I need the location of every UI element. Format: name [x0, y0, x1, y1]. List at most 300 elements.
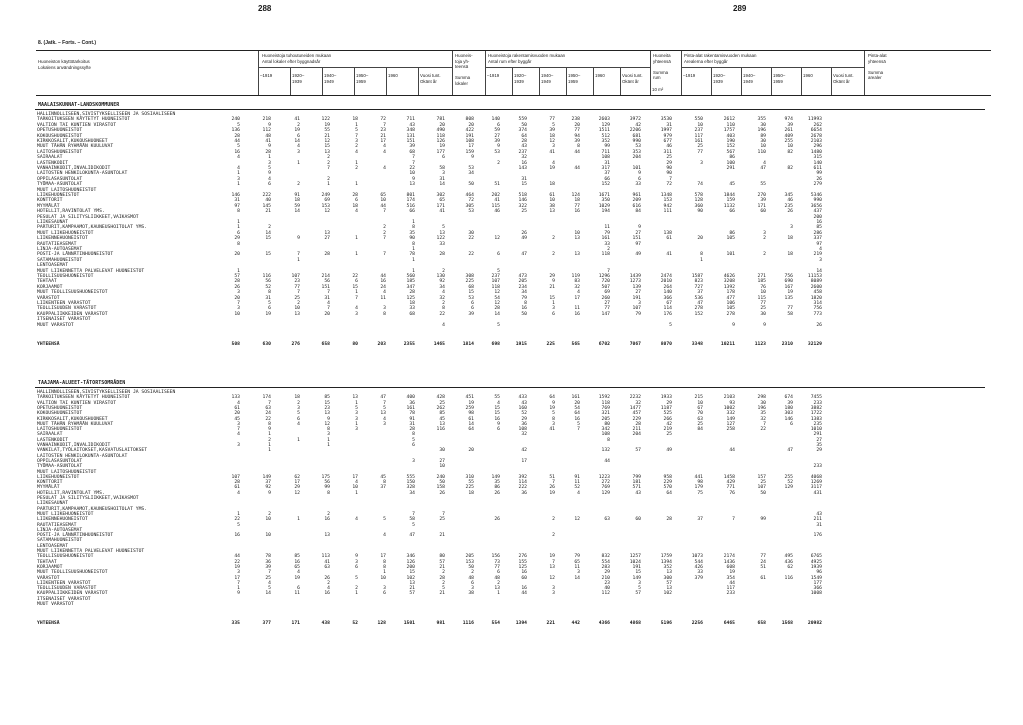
table-cell: 6 [297, 416, 300, 422]
table-cell: 426 [694, 564, 703, 570]
table-cell: 115 [491, 203, 500, 209]
table-cell: 7 [383, 252, 386, 258]
total-cell: 6702 [598, 342, 610, 347]
table-cell: 756 [813, 306, 822, 312]
table-cell: 55 [468, 480, 474, 486]
year-header: –1919 [260, 73, 273, 78]
table-cell: 347 [406, 284, 415, 290]
table-cell: 13 [324, 411, 330, 417]
table-cell: 3 [763, 230, 766, 236]
table-cell: 61 [468, 416, 474, 422]
table-cell: 13 [324, 149, 330, 155]
table-cell: 30 [760, 122, 766, 128]
table-cell: 52 [787, 480, 793, 486]
table-cell: 9 [268, 122, 271, 128]
table-cell: 7 [669, 176, 672, 182]
row-label: MUUT VARASTOT [37, 602, 74, 607]
row-label: VALTION TAI KUNTIEN VIRASTOT [37, 400, 117, 406]
table-cell: 15 [494, 405, 500, 411]
table-cell: 72 [380, 117, 386, 123]
row-label: KAUPPALIIKKEIDEN VARASTOT [37, 311, 108, 317]
table-cell: 3 [552, 144, 555, 150]
table-cell: 10 [409, 171, 415, 177]
table-cell: 64 [549, 395, 555, 401]
row-label: TARKOITUKSEEN KÄYTETYT HUONEISTOT [37, 395, 131, 401]
table-cell: 12 [494, 290, 500, 296]
table-cell: 278 [726, 311, 735, 317]
table-cell: 9 [297, 236, 300, 242]
table-cell: 97 [234, 203, 240, 209]
table-cell: 34 [468, 171, 474, 177]
table-cell: 16 [294, 559, 300, 565]
year-header: –1919 [683, 73, 696, 78]
table-cell: 4 [383, 290, 386, 296]
table-cell: 143 [518, 166, 527, 171]
table-cell: 10 [234, 311, 240, 317]
table-cell: 47 [697, 301, 703, 306]
row-label: LAITOSHUONEISTOT [37, 149, 83, 155]
row-label: TEOLLISUUDEN VARASTOT [37, 586, 97, 592]
row-label: SATAMAHUONEISTOT [37, 257, 83, 263]
table-cell: 4 [355, 306, 358, 312]
table-cell: 7 [237, 580, 240, 586]
total-cell: 3348 [691, 342, 703, 347]
table-cell: 5 [268, 301, 271, 306]
table-cell: 1 [268, 443, 271, 448]
table-cell: 6 [471, 580, 474, 586]
table-cell: 55 [494, 395, 500, 401]
table-cell: 769 [601, 485, 610, 491]
row-label: TEOLLISUUDEN VARASTOT [37, 306, 97, 312]
table-cell: 3 [268, 160, 271, 166]
table-cell: 3208 [723, 279, 735, 285]
table-cell: 286 [813, 230, 822, 236]
table-cell: 222 [262, 193, 271, 198]
table-cell: 360 [694, 203, 703, 209]
table-cell: 1 [355, 252, 358, 258]
table-cell: 18 [409, 301, 415, 306]
table-cell: 167 [784, 284, 793, 290]
table-cell: 3972 [629, 117, 641, 123]
row-label: TEOLLISUUSHUONEISTOT [37, 274, 94, 279]
table-cell: 53 [635, 144, 641, 150]
table-cell: 174 [262, 395, 271, 401]
table-cell: 4068 [810, 474, 822, 480]
table-cell: 4626 [723, 274, 735, 279]
table-cell: 50 [521, 122, 527, 128]
table-cell: 19 [234, 564, 240, 570]
table-cell: 8089 [810, 279, 822, 285]
group2-title-sv: Antal rum efter byggår [488, 59, 532, 64]
year-header: –1919 [487, 73, 500, 78]
area-unit: 10 m² [652, 87, 664, 92]
table-cell: 4 [297, 144, 300, 150]
table-cell: 355 [757, 117, 766, 123]
table-cell: 3 [355, 427, 358, 433]
table-cell: 16 [494, 416, 500, 422]
table-cell: 90 [666, 166, 672, 171]
table-cell: 25 [265, 575, 271, 581]
table-cell: 149 [726, 416, 735, 422]
table-cell: 473 [518, 274, 527, 279]
table-cell: 1 [355, 236, 358, 242]
table-cell: 18 [352, 117, 358, 123]
table-cell: 9 [268, 171, 271, 177]
table-cell: 28 [666, 517, 672, 523]
table-cell: 25 [439, 400, 445, 406]
total-cell: 80 [352, 342, 358, 347]
table-cell: 51 [549, 474, 555, 480]
table-cell: 1759 [660, 554, 672, 560]
table-cell: 4 [819, 247, 822, 252]
table-cell: 31 [666, 122, 672, 128]
table-cell: 233 [813, 400, 822, 406]
table-cell: 518 [518, 193, 527, 198]
table-cell: 7 [383, 236, 386, 242]
table-cell: 16 [234, 149, 240, 155]
table-cell: 79 [604, 230, 610, 236]
table-cell: 26 [324, 575, 330, 581]
table-cell: 974 [784, 117, 793, 123]
row-label-fi: Huoneiston käyttötarkoitus [38, 59, 90, 64]
table-cell: 249 [321, 193, 330, 198]
total-cell: 20982 [807, 621, 822, 627]
table-cell: 161 [601, 236, 610, 242]
table-cell: 43 [816, 511, 822, 517]
table-cell: 7 [327, 166, 330, 171]
table-cell: 322 [518, 203, 527, 209]
table-cell: 3 [383, 586, 386, 592]
row-label: KOKOUSHUONEISTOT [37, 411, 83, 417]
total-cell: 2310 [781, 342, 793, 347]
table-cell: 20 [324, 311, 330, 317]
table-cell: 79 [574, 554, 580, 560]
table-cell: 64 [574, 411, 580, 417]
row-label: LIIKEHUONEISTOT [37, 474, 80, 480]
row-label: LINJA-AUTOASEMAT [37, 247, 83, 252]
table-cell: 25 [521, 209, 527, 215]
table-cell: 7 [327, 306, 330, 312]
table-cell: 13 [352, 395, 358, 401]
total-cell: 1501 [403, 621, 415, 627]
table-cell: 124 [571, 193, 580, 198]
table-cell: 366 [663, 295, 672, 301]
table-cell: 205 [518, 279, 527, 285]
table-cell: 91 [409, 416, 415, 422]
row-label: MUUT TÄHÄN RYHMÄÄN KUULUVAT [37, 421, 114, 427]
sum1-header: Huoneis- toja yh- teensä Summa lokaler [455, 53, 473, 86]
table-cell: 171 [757, 203, 766, 209]
row-label: MUUT VARASTOT [37, 322, 74, 328]
table-cell: 27 [324, 236, 330, 242]
table-cell: 1073 [691, 554, 703, 560]
table-cell: 53 [468, 295, 474, 301]
table-cell: 7 [297, 252, 300, 258]
year-header: 1920– 1939 [514, 73, 527, 84]
table-cell: 7 [383, 400, 386, 406]
table-cell: 554 [601, 559, 610, 565]
table-cell: 278 [694, 306, 703, 312]
row-label: OPPILASASUNTOLAT [37, 458, 83, 464]
table-cell: 8 [412, 432, 415, 438]
table-cell: 1 [700, 257, 703, 263]
table-cell: 36 [521, 421, 527, 427]
table-cell: 16 [574, 311, 580, 317]
table-cell: 41 [549, 427, 555, 433]
total-cell: 981 [436, 621, 445, 627]
table-cell: 39 [409, 144, 415, 150]
table-cell: 262 [436, 405, 445, 411]
table-cell: 99 [604, 144, 610, 150]
table-cell: 14 [574, 575, 580, 581]
table-cell: 9 [412, 176, 415, 182]
table-cell: 544 [694, 559, 703, 565]
total-cell: 1568 [781, 621, 793, 627]
table-cell: 1 [237, 171, 240, 177]
table-cell: 129 [601, 490, 610, 496]
table-cell: 4 [327, 301, 330, 306]
table-cell: 177 [813, 580, 822, 586]
table-cell: 8 [383, 564, 386, 570]
table-cell: 14 [816, 268, 822, 274]
table-cell: 436 [784, 559, 793, 565]
page-number-right: 289 [733, 4, 747, 13]
table-cell: 6 [497, 427, 500, 433]
row-label: LENTOASEMAT [37, 263, 69, 269]
table-cell: 14 [265, 230, 271, 236]
table-cell: 264 [663, 284, 672, 290]
table-cell: 1 [327, 182, 330, 188]
row-label: LIIKESAUNAT [37, 220, 69, 225]
row-label: MUUT LAITOSHUONEISTOT [37, 187, 97, 193]
table-cell: 13 [409, 182, 415, 188]
table-cell: 177 [436, 149, 445, 155]
table-cell: 74 [697, 182, 703, 188]
table-cell: 350 [601, 198, 610, 204]
year-header: 1960 [803, 73, 813, 78]
table-cell: 1 [327, 437, 330, 443]
table-cell: 14 [265, 591, 271, 597]
table-cell: 31 [409, 421, 415, 427]
row-label: MYYMÄLÄT [37, 203, 60, 209]
table-cell: 84 [697, 427, 703, 433]
table-cell: 7 [763, 421, 766, 427]
table-cell: 22 [409, 166, 415, 171]
table-cell: 44 [234, 554, 240, 560]
total-cell: 442 [571, 621, 580, 627]
table-cell: 23 [604, 580, 610, 586]
table-cell: 1392 [723, 284, 735, 290]
table-cell: 129 [601, 122, 610, 128]
table-cell: 23 [294, 279, 300, 285]
table-cell: 99 [816, 171, 822, 177]
table-cell: 429 [726, 480, 735, 486]
table-cell: 302 [436, 193, 445, 198]
table-cell: 28 [352, 193, 358, 198]
table-cell: 3 [638, 580, 641, 586]
table-cell: 17 [574, 295, 580, 301]
total-cell: 32129 [807, 342, 822, 347]
table-cell: 608 [726, 564, 735, 570]
table-cell: 155 [518, 559, 527, 565]
table-cell: 63 [697, 416, 703, 422]
table-cell: 19 [729, 570, 735, 576]
row-label: KOKOUSHUONEISTOT [37, 133, 83, 139]
table-cell: 178 [726, 290, 735, 296]
table-cell: 44 [521, 591, 527, 597]
group2-title-fi: Huoneistoja rakentamisvuoden mukaan [488, 53, 566, 58]
year-header: Vuosi tunt. Okänt år [833, 73, 854, 84]
table-cell: 19 [294, 575, 300, 581]
table-cell: 15 [521, 182, 527, 188]
table-cell: 149 [262, 474, 271, 480]
table-cell: 85 [816, 225, 822, 231]
row-label: LAITOSTEN HENKILOKUNTA-ASUNTOLAT [37, 453, 128, 459]
year-header: 1950– 1959 [568, 73, 581, 84]
table-cell: 22 [265, 416, 271, 422]
total-cell: 128 [377, 621, 386, 627]
table-cell: 146 [518, 198, 527, 204]
table-cell: 10 [380, 575, 386, 581]
table-cell: 25 [760, 480, 766, 486]
table-cell: 20 [697, 236, 703, 242]
table-cell: 258 [726, 427, 735, 433]
year-header: 1960 [595, 73, 605, 78]
table-cell: 225 [465, 279, 474, 285]
row-label: LENTOASEMAT [37, 543, 69, 549]
table-cell: 32 [521, 155, 527, 161]
table-cell: 525 [663, 411, 672, 417]
table-cell: 8 [383, 480, 386, 486]
table-cell: 34 [521, 290, 527, 296]
table-cell: 5 [237, 522, 240, 528]
table-cell: 428 [436, 395, 445, 401]
table-cell: 19 [294, 128, 300, 134]
table-cell: 10 [549, 198, 555, 204]
table-cell: 536 [694, 295, 703, 301]
table-cell: 353 [632, 149, 641, 155]
table-cell: 57 [234, 274, 240, 279]
table-cell: 4 [355, 517, 358, 523]
table-cell: 2 [442, 268, 445, 274]
table-cell: 105 [726, 236, 735, 242]
table-cell: 26 [521, 230, 527, 236]
table-cell: 46 [787, 198, 793, 204]
table-cell: 3 [383, 306, 386, 312]
table-cell: 30 [439, 448, 445, 454]
table-cell: 10 [265, 517, 271, 523]
table-cell: 9 [471, 155, 474, 161]
table-cell: 100 [726, 160, 735, 166]
table-cell: 11 [574, 306, 580, 312]
table-cell: 512 [601, 133, 610, 139]
table-cell: 13 [439, 421, 445, 427]
table-cell: 9 [497, 144, 500, 150]
table-cell: 2600 [810, 284, 822, 290]
table-cell: 422 [465, 128, 474, 134]
table-cell: 78 [409, 411, 415, 417]
table-cell: 77 [787, 306, 793, 312]
row-label: HOTELLIT,RAVINTOLAT YMS. [37, 490, 105, 496]
table-cell: 63 [265, 405, 271, 411]
table-cell: 3 [355, 311, 358, 317]
table-cell: 11993 [807, 117, 822, 123]
table-cell: 48 [468, 575, 474, 581]
table-cell: 5346 [810, 193, 822, 198]
year-header: 1950– 1959 [773, 73, 786, 84]
table-cell: 550 [694, 117, 703, 123]
table-cell: 112 [262, 128, 271, 134]
table-cell: 151 [321, 284, 330, 290]
table-cell: 157 [757, 474, 766, 480]
table-cell: 10 [697, 400, 703, 406]
table-cell: 7 [355, 133, 358, 139]
table-cell: 2 [442, 580, 445, 586]
section-rule [35, 387, 985, 388]
table-cell: 235 [813, 421, 822, 427]
table-cell: 35 [494, 480, 500, 486]
table-cell: 118 [491, 284, 500, 290]
table-cell: 22 [352, 274, 358, 279]
table-cell: 8 [552, 416, 555, 422]
table-cell: 200 [406, 564, 415, 570]
table-cell: 9 [355, 554, 358, 560]
table-cell: 4 [383, 533, 386, 539]
table-cell: 5 [669, 322, 672, 328]
table-cell: 3 [552, 591, 555, 597]
table-cell: 117 [694, 133, 703, 139]
table-cell: 345 [784, 193, 793, 198]
table-cell: 3 [471, 586, 474, 592]
table-cell: 33 [409, 306, 415, 312]
row-label: SAIRAALAT [37, 432, 63, 438]
table-cell: 25 [697, 144, 703, 150]
row-label: ITSENAISET VARASTOT [37, 596, 91, 602]
table-cell: 262 [813, 122, 822, 128]
table-cell: 20 [468, 122, 474, 128]
table-cell: 2 [552, 252, 555, 258]
table-cell: 82 [787, 166, 793, 171]
table-cell: 321 [601, 411, 610, 417]
row-label: KORJAAMOT [37, 284, 63, 290]
table-cell: 44 [574, 149, 580, 155]
table-cell: 7 [412, 160, 415, 166]
table-cell: 92 [265, 485, 271, 491]
table-cell: 174 [406, 198, 415, 204]
table-cell: 97 [816, 241, 822, 247]
table-cell: 115 [757, 295, 766, 301]
table-cell: 146 [784, 416, 793, 422]
table-cell: 45 [380, 474, 386, 480]
table-cell: 114 [663, 306, 672, 312]
table-cell: 50 [760, 490, 766, 496]
row-label: LAITOSTEN HENKILOKUNTA-ASUNTOLAT [37, 171, 128, 177]
table-cell: 1511 [598, 128, 610, 134]
total-cell: 658 [321, 342, 330, 347]
table-cell: 16 [521, 160, 527, 166]
table-cell: 35 [409, 230, 415, 236]
row-label: KAUPPALIIKKEIDEN VARASTOT [37, 591, 108, 597]
table-cell: 7 [412, 155, 415, 161]
table-cell: 26 [494, 490, 500, 496]
total-cell: 171 [291, 621, 300, 627]
table-cell: 22 [468, 236, 474, 242]
table-cell: 13 [549, 209, 555, 215]
table-cell: 20 [234, 295, 240, 301]
table-cell: 6 [383, 591, 386, 597]
table-cell: 2612 [723, 117, 735, 123]
table-cell: 12 [324, 209, 330, 215]
